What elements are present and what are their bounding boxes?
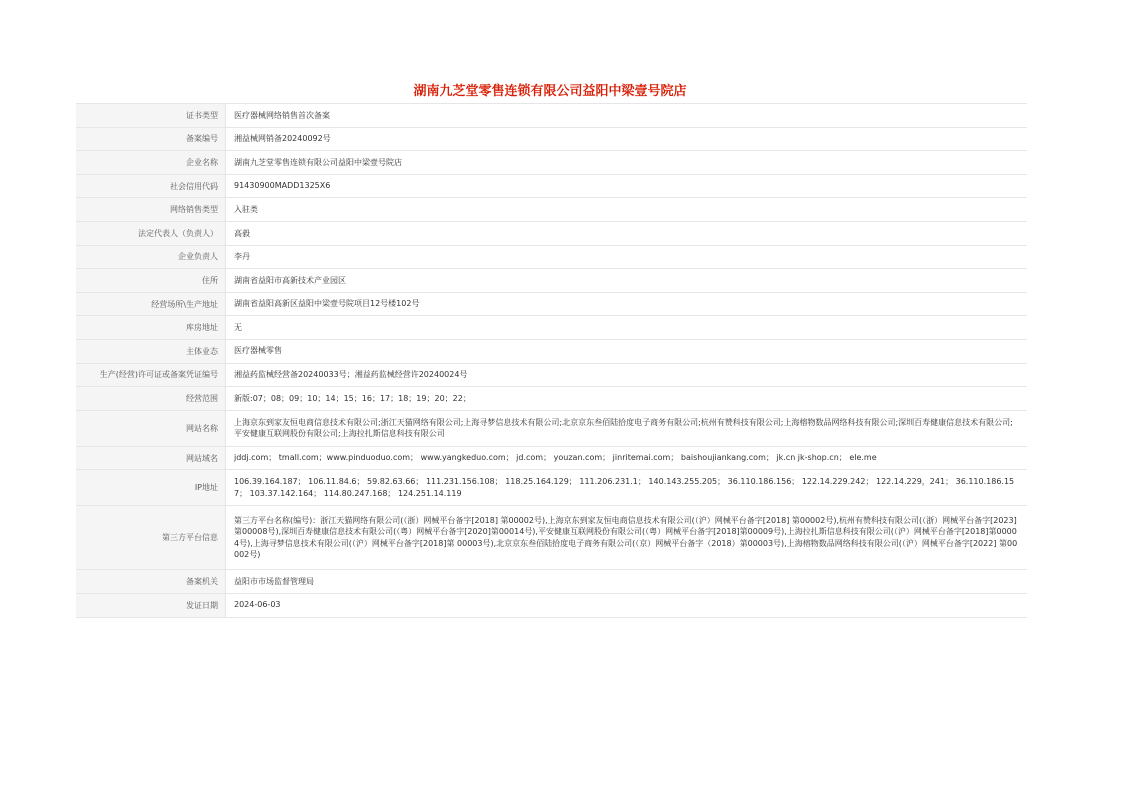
row-value-ip-address: 106.39.164.187； 106.11.84.6； 59.82.63.66； 111.231.156.108； 118.25.164.129； 111.206.231.1； 140.143.255.205； 36.110.186.156； 122.14.229.242； 122.14.229，241； 36.110.186.157； 103.37.142.164； 114.80.247.168； 124.251.14.119: [226, 470, 1028, 506]
row-value-business-scope: 新版:07；08；09；10；14；15；16；17；18；19；20；22；: [226, 387, 1028, 411]
row-label-domain: 网站域名: [76, 446, 226, 470]
row-label-website-name: 网站名称: [76, 410, 226, 446]
table-row: [76, 506, 1027, 570]
row-label-third-party: 第三方平台信息: [76, 506, 226, 570]
row-value-record-number: 湘益械网销备20240092号: [226, 127, 1028, 151]
table-row: [76, 410, 1027, 446]
row-label-warehouse-address: 库房地址: [76, 316, 226, 340]
row-label-authority: 备案机关: [76, 570, 226, 594]
row-value-website-name: 上海京东到家友恒电商信息技术有限公司;浙江天猫网络有限公司;上海寻梦信息技术有限公司;北京京东叁佰陆拾度电子商务有限公司;杭州有赞科技有限公司;上海榕物数品网络科技有限公司;深圳百寿健康信息技术有限公司;平安健康互联网股份有限公司;上海拉扎斯信息科技有限公司: [226, 410, 1028, 446]
table-row: [76, 292, 1027, 316]
row-value-third-party: 第三方平台名称(编号)：浙江天猫网络有限公司(（浙）网械平台备字[2018] 第00002号),上海京东到家友恒电商信息技术有限公司(（沪）网械平台备字[2018] 第00002号),杭州有赞科技有限公司(（浙）网械平台备字[2023] 第00008号),深圳百寿健康信息技术有限公司(（粤）网械平台备字[2020]第00014号),平安健康互联网股份有限公司(（粤）网械平台备字[2018]第00009号),上海拉扎斯信息科技有限公司(（沪）网械平台备字[2018]第00004号),上海寻梦信息技术有限公司(（沪）网械平台备字[2018]第 00003号),北京京东叁佰陆拾度电子商务有限公司(（京）网械平台备字（2018）第00003号),上海榕物数品网络科技有限公司(（沪）网械平台备字[2022] 第00002号): [226, 506, 1028, 570]
row-value-legal-rep: 高毅: [226, 221, 1028, 245]
table-row: [76, 245, 1027, 269]
table-row: [76, 470, 1027, 506]
page-title: 湖南九芝堂零售连锁有限公司益阳中梁壹号院店: [413, 84, 687, 99]
row-value-domain: jddj.com； tmall.com；www.pinduoduo.com； www.yangkeduo.com； jd.com； youzan.com； jinritemai.com； baishoujiankang.com； jk.cn jk-shop.cn； ele.me: [226, 446, 1028, 470]
row-label-license-number: 生产(经营)许可证或备案凭证编号: [76, 363, 226, 387]
row-value-license-number: 湘益药监械经营备20240033号；湘益药监械经营许20240024号: [226, 363, 1028, 387]
row-label-legal-rep: 法定代表人（负责人）: [76, 221, 226, 245]
row-value-business-form: 医疗器械零售: [226, 339, 1028, 363]
row-label-residence: 住所: [76, 269, 226, 293]
row-value-warehouse-address: 无: [226, 316, 1028, 340]
row-label-issue-date: 发证日期: [76, 593, 226, 617]
row-label-record-number: 备案编号: [76, 127, 226, 151]
row-value-sales-type: 入驻类: [226, 198, 1028, 222]
table-row: [76, 221, 1027, 245]
table-row: [76, 151, 1027, 175]
row-value-business-address: 湖南省益阳高新区益阳中梁壹号院项目12号楼102号: [226, 292, 1028, 316]
row-label-sales-type: 网络销售类型: [76, 198, 226, 222]
row-label-business-address: 经营场所\生产地址: [76, 292, 226, 316]
row-value-residence: 湖南省益阳市高新技术产业园区: [226, 269, 1028, 293]
table-row: [76, 593, 1027, 617]
table-row: [76, 127, 1027, 151]
row-value-issue-date: 2024-06-03: [226, 593, 1028, 617]
row-label-person-in-charge: 企业负责人: [76, 245, 226, 269]
row-label-business-scope: 经营范围: [76, 387, 226, 411]
table-row: [76, 269, 1027, 293]
row-label-ip-address: IP地址: [76, 470, 226, 506]
row-value-person-in-charge: 李丹: [226, 245, 1028, 269]
table-row: [76, 363, 1027, 387]
row-value-credit-code: 91430900MADD1325X6: [226, 174, 1028, 198]
table-row: [76, 446, 1027, 470]
row-value-company-name: 湖南九芝堂零售连锁有限公司益阳中梁壹号院店: [226, 151, 1028, 175]
row-value-cert-type: 医疗器械网络销售首次备案: [226, 104, 1028, 128]
table-row: [76, 104, 1027, 128]
row-label-cert-type: 证书类型: [76, 104, 226, 128]
row-value-authority: 益阳市市场监督管理局: [226, 570, 1028, 594]
row-label-credit-code: 社会信用代码: [76, 174, 226, 198]
table-row: [76, 387, 1027, 411]
table-row: [76, 570, 1027, 594]
row-label-company-name: 企业名称: [76, 151, 226, 175]
table-row: [76, 198, 1027, 222]
table-row: [76, 174, 1027, 198]
record-table: [76, 103, 1027, 618]
table-row: [76, 339, 1027, 363]
row-label-business-form: 主体业态: [76, 339, 226, 363]
table-row: [76, 316, 1027, 340]
